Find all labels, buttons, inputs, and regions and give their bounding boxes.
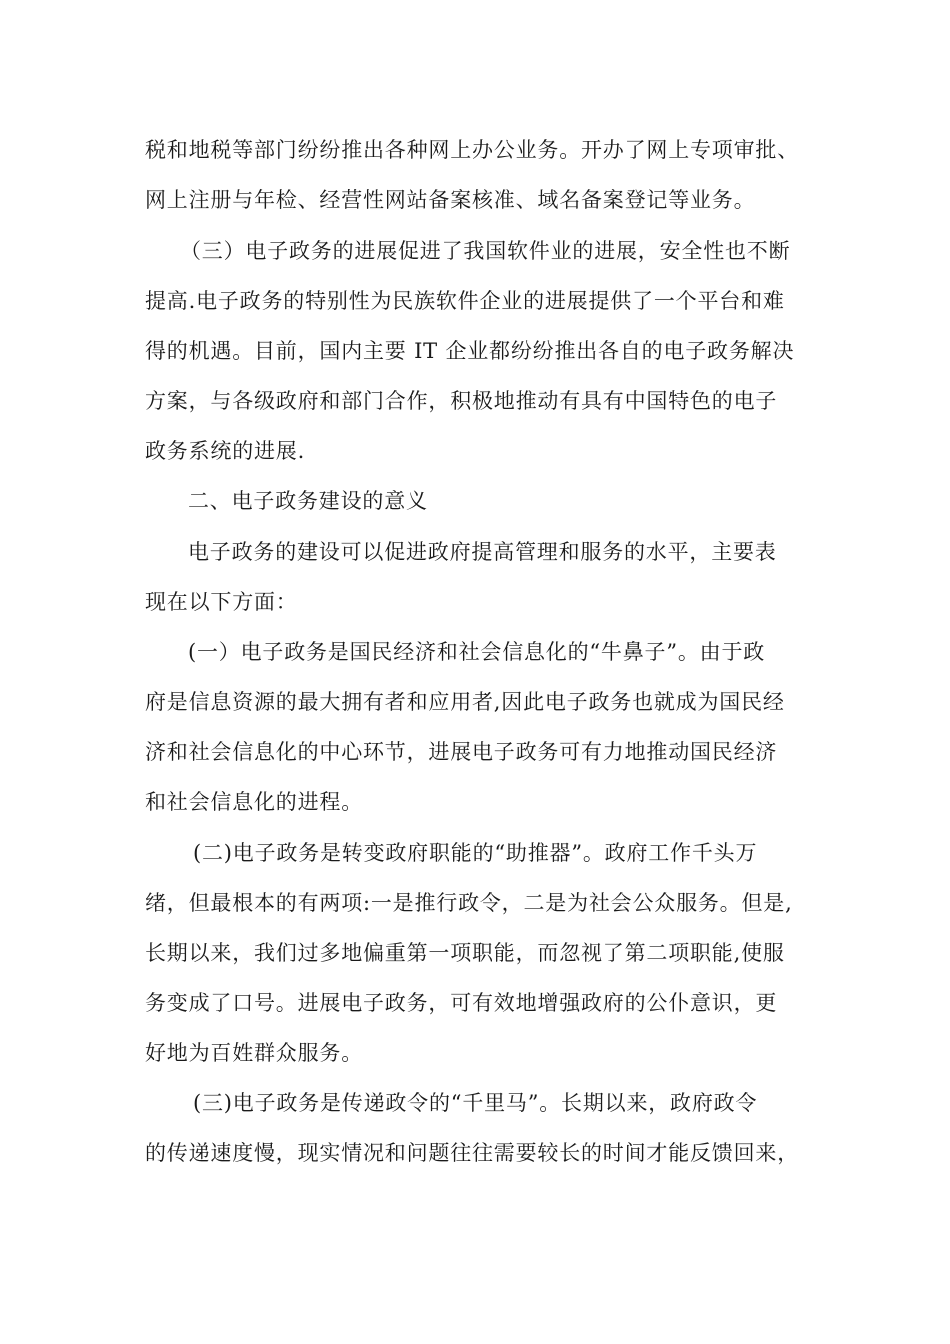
paragraph-start-line: (三)电子政务是传递政令的“千里马”。长期以来，政府政令 — [193, 1091, 758, 1115]
text-line: 绪，但最根本的有两项:一是推行政令，二是为社会公众服务。但是, — [145, 891, 793, 915]
section-heading: 二、电子政务建设的意义 — [188, 489, 428, 513]
text-line: 现在以下方面： — [145, 590, 298, 614]
text-line: 税和地税等部门纷纷推出各种网上办公业务。开办了网上专项审批、 — [145, 138, 799, 162]
text-line: 方案，与各级政府和部门合作，积极地推动有具有中国特色的电子 — [145, 389, 778, 413]
text-line: 得的机遇。目前，国内主要 IT 企业都纷纷推出各自的电子政务解决 — [145, 339, 795, 363]
text-line: 长期以来，我们过多地偏重第一项职能，而忽视了第二项职能,使服 — [145, 941, 785, 965]
paragraph-start-line: 电子政务的建设可以促进政府提高管理和服务的水平，主要表 — [188, 540, 777, 564]
text-line: 网上注册与年检、经营性网站备案核准、域名备案登记等业务。 — [145, 188, 756, 212]
text-line: 济和社会信息化的中心环节，进展电子政务可有力地推动国民经济 — [145, 740, 778, 764]
text-line: 和社会信息化的进程。 — [145, 790, 363, 814]
paragraph-start-line: (一）电子政务是国民经济和社会信息化的“牛鼻子”。由于政 — [188, 640, 766, 664]
paragraph-start-line: （三）电子政务的进展促进了我国软件业的进展，安全性也不断 — [180, 239, 791, 263]
paragraph-start-line: (二)电子政务是转变政府职能的“助推器”。政府工作千头万 — [193, 841, 758, 865]
text-line: 的传递速度慢，现实情况和问题往往需要较长的时间才能反馈回来， — [145, 1141, 799, 1165]
text-line: 提高.电子政务的特别性为民族软件企业的进展提供了一个平台和难 — [145, 289, 785, 313]
text-line: 政务系统的进展. — [145, 439, 306, 463]
text-line: 好地为百姓群众服务。 — [145, 1041, 363, 1065]
text-line: 务变成了口号。进展电子政务，可有效地增强政府的公仆意识，更 — [145, 991, 778, 1015]
text-line: 府是信息资源的最大拥有者和应用者,因此电子政务也就成为国民经 — [145, 690, 785, 714]
